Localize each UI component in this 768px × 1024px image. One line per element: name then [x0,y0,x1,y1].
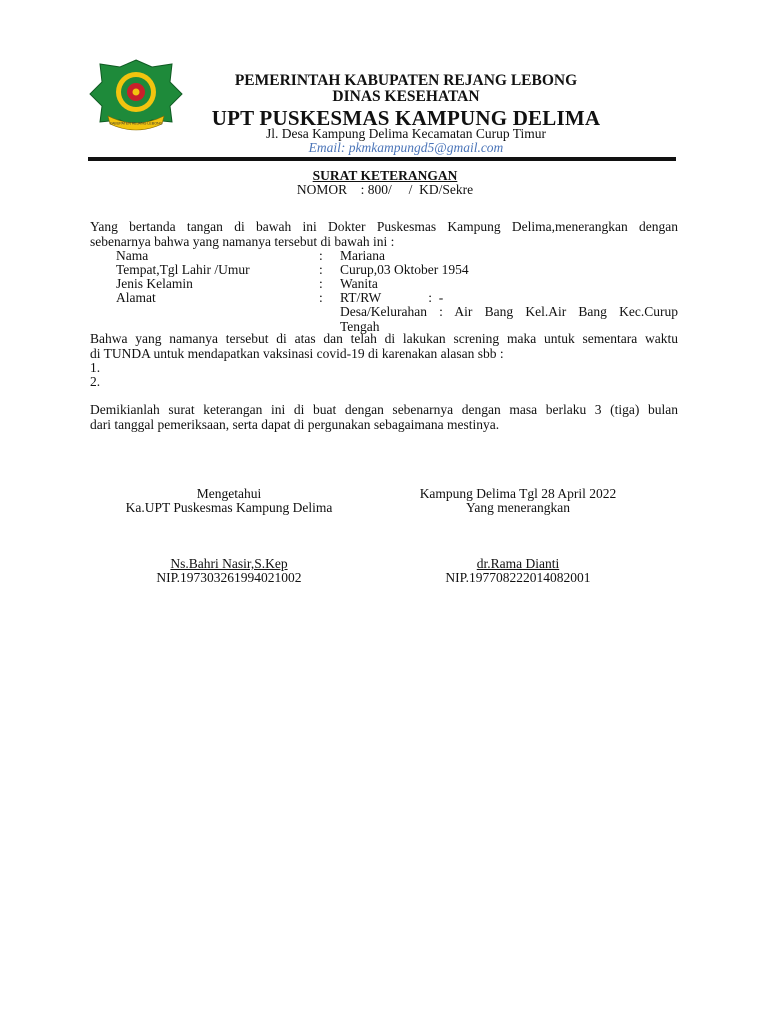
left-signatory-nip: NIP.197303261994021002 [156,570,302,585]
department-name: DINAS KESEHATAN [332,88,480,105]
reason-item-2: 2. [90,374,101,389]
field-value-rtrw: RT/RW : - [340,290,444,305]
closing-paragraph [90,402,678,432]
statement-line-2: di TUNDA untuk mendapatkan vaksinasi covid-19 di karenakan alasan sbb : [90,346,504,361]
statement-paragraph [90,331,678,361]
statement-line-1: Bahwa yang namanya tersebut di atas dan telah di lakukan screning maka untuk sementara waktu [90,331,678,346]
regency-logo [86,58,186,132]
closing-line-1: Demikianlah surat keterangan ini di buat dengan sebenarnya dengan masa berlaku 3 (tiga) bulan [90,402,678,417]
left-sign-position: Ka.UPT Puskesmas Kampung Delima [125,500,333,515]
field-value-name: Mariana [340,248,385,263]
letter-title: SURAT KETERANGAN [312,168,458,183]
field-colon: : [319,248,323,263]
desa-line-1: Desa/Kelurahan : Air Bang Kel.Air Bang Kec.Curup [340,304,678,319]
field-colon: : [319,262,323,277]
letter-number: NOMOR : 800/ / KD/Sekre [296,182,474,197]
institution-email: Email: pkmkampungd5@gmail.com [308,140,504,155]
right-signatory-nip: NIP.197708222014082001 [445,570,591,585]
field-colon: : [319,290,323,305]
institution-name: UPT PUSKESMAS KAMPUNG DELIMA [211,106,601,130]
field-value-desa [340,304,678,334]
intro-line-1: Yang bertanda tangan di bawah ini Dokter Puskesmas Kampung Delima,menerangkan dengan [90,219,678,234]
right-signatory-name: dr.Rama Dianti [476,556,560,571]
logo-ribbon-text: KABUPATEN REJANG LEBONG [109,121,163,126]
header-divider [88,157,676,161]
field-label-address: Alamat [116,290,156,305]
reason-item-1: 1. [90,360,101,375]
institution-address: Jl. Desa Kampung Delima Kecamatan Curup Timur [265,126,547,141]
field-label-birth: Tempat,Tgl Lahir /Umur [116,262,250,277]
right-sign-position: Yang menerangkan [466,500,570,515]
right-sign-place-date: Kampung Delima Tgl 28 April 2022 [419,486,617,501]
field-value-gender: Wanita [340,276,378,291]
field-label-gender: Jenis Kelamin [116,276,193,291]
field-colon: : [319,276,323,291]
intro-paragraph [90,219,678,249]
field-label-name: Nama [116,248,149,263]
government-name: PEMERINTAH KABUPATEN REJANG LEBONG [234,72,578,89]
intro-line-2: sebenarnya bahwa yang namanya tersebut di bawah ini : [90,234,395,249]
desa-line-2: Tengah [340,319,380,334]
left-sign-heading: Mengetahui [196,486,262,501]
field-value-birth: Curup,03 Oktober 1954 [340,262,469,277]
left-signatory-name: Ns.Bahri Nasir,S.Kep [170,556,288,571]
closing-line-2: dari tanggal pemeriksaan, serta dapat di pergunakan sebagaimana mestinya. [90,417,500,432]
